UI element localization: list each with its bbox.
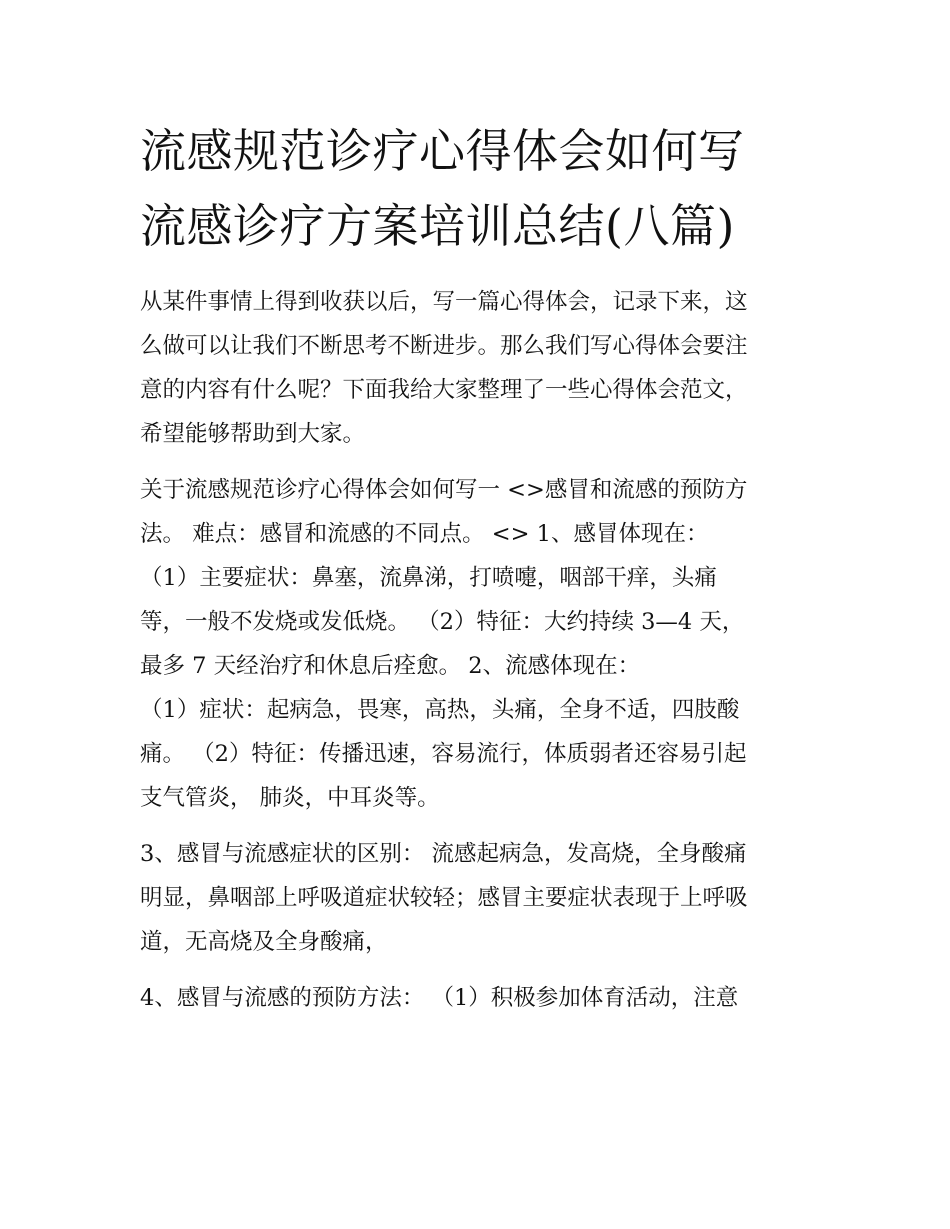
paragraph-line: （1）主要症状：鼻塞，流鼻涕，打喷嚏，咽部干痒，头痛 [140,565,717,591]
paragraph-line: 痛。 （2）特征：传播迅速，容易流行，体质弱者还容易引起 [140,741,747,767]
paragraph-section-three [140,832,820,964]
paragraph-line: 等，一般不发烧或发低烧。 （2）特征：大约持续 3—4 天， [140,609,745,635]
paragraph-section-one [140,468,820,820]
document-body [140,280,820,1020]
paragraph-line: 支气管炎， 肺炎，中耳炎等。 [140,785,440,811]
title-line-1: 流感规范诊疗心得体会如何写 [140,124,745,178]
paragraph-line: 道，无高烧及全身酸痛， [140,929,388,955]
document-title [140,114,830,264]
paragraph-line: （1）症状：起病急，畏寒，高热，头痛，全身不适，四肢酸 [140,697,740,723]
paragraph-line: 希望能够帮助到大家。 [140,421,366,447]
paragraph-line: 最多 7 天经治疗和休息后痊愈。 2、流感体现在： [140,653,641,679]
paragraph-line: 从某件事情上得到收获以后，写一篇心得体会，记录下来，这 [140,289,748,315]
paragraph-line: 意的内容有什么呢？下面我给大家整理了一些心得体会范文， [140,377,748,403]
paragraph-line: 4、感冒与流感的预防方法： （1）积极参加体育活动，注意 [140,985,739,1011]
paragraph-line: 法。 难点：感冒和流感的不同点。 <> 1、感冒体现在： [140,521,709,547]
paragraph-section-four [140,976,820,1020]
paragraph-line: 3、感冒与流感症状的区别： 流感起病急，发高烧，全身酸痛 [140,841,747,867]
paragraph-line: 关于流感规范诊疗心得体会如何写一 <>感冒和流感的预防方 [140,477,748,503]
title-line-2: 流感诊疗方案培训总结(八篇) [140,199,735,253]
paragraph-line: 明显，鼻咽部上呼吸道症状较轻；感冒主要症状表现于上呼吸 [140,885,748,911]
paragraph-intro [140,280,820,456]
paragraph-line: 么做可以让我们不断思考不断进步。那么我们写心得体会要注 [140,333,748,359]
